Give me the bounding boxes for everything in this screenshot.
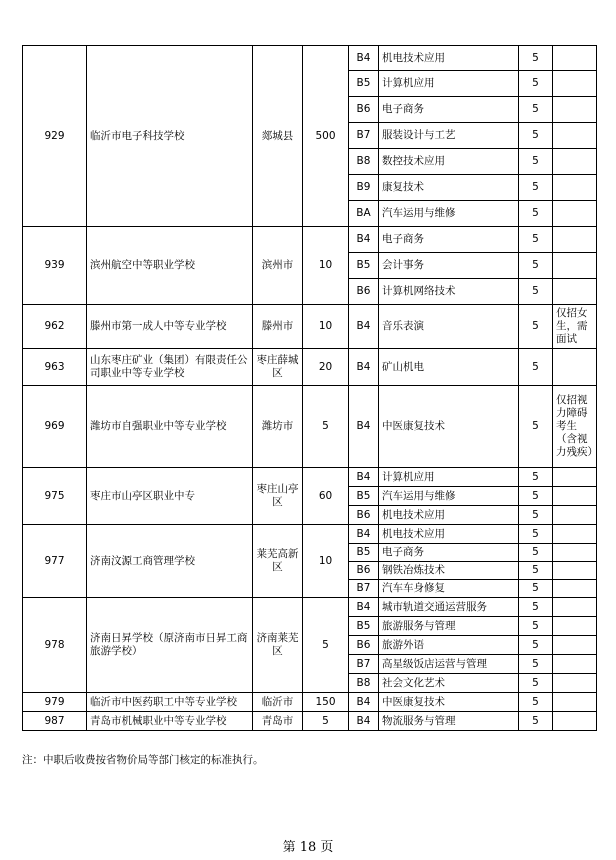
major-note-cell [553, 253, 597, 279]
major-name-cell: 计算机应用 [379, 71, 519, 97]
school-plan-cell: 5 [303, 598, 349, 693]
major-code-cell: B6 [349, 279, 379, 305]
school-location-cell: 滕州市 [253, 305, 303, 349]
school-location-cell: 枣庄山亭区 [253, 468, 303, 525]
major-note-cell: 仅招视力障碍考生（含视力残疾） [553, 386, 597, 468]
major-name-cell: 中医康复技术 [379, 693, 519, 712]
school-code-cell: 977 [23, 525, 87, 598]
major-years-cell: 5 [519, 71, 553, 97]
major-years-cell: 5 [519, 386, 553, 468]
school-plan-cell: 5 [303, 386, 349, 468]
major-years-cell: 5 [519, 305, 553, 349]
table-row [23, 525, 597, 544]
table-row [23, 712, 597, 731]
major-note-cell [553, 617, 597, 636]
school-code-cell: 979 [23, 693, 87, 712]
major-years-cell: 5 [519, 349, 553, 386]
major-code-cell: B4 [349, 468, 379, 487]
major-note-cell [553, 655, 597, 674]
major-code-cell: B4 [349, 227, 379, 253]
table-row [23, 349, 597, 386]
major-code-cell: B4 [349, 525, 379, 544]
major-note-cell [553, 175, 597, 201]
school-plan-cell: 20 [303, 349, 349, 386]
table-row [23, 227, 597, 253]
school-name-cell: 潍坊市自强职业中等专业学校 [87, 386, 253, 468]
school-name-cell: 临沂市中医药职工中等专业学校 [87, 693, 253, 712]
major-years-cell: 5 [519, 562, 553, 580]
major-years-cell: 5 [519, 636, 553, 655]
major-code-cell: B5 [349, 71, 379, 97]
school-location-cell: 青岛市 [253, 712, 303, 731]
major-note-cell [553, 487, 597, 506]
major-code-cell: B4 [349, 598, 379, 617]
major-note-cell [553, 712, 597, 731]
major-name-cell: 汽车车身修复 [379, 580, 519, 598]
school-location-cell: 滨州市 [253, 227, 303, 305]
major-code-cell: B7 [349, 123, 379, 149]
school-name-cell: 临沂市电子科技学校 [87, 46, 253, 227]
major-note-cell [553, 149, 597, 175]
major-note-cell [553, 580, 597, 598]
page-number: 第 18 页 [282, 840, 334, 855]
major-name-cell: 机电技术应用 [379, 46, 519, 71]
major-years-cell: 5 [519, 123, 553, 149]
school-location-cell: 郯城县 [253, 46, 303, 227]
major-code-cell: B7 [349, 580, 379, 598]
school-plan-cell: 10 [303, 525, 349, 598]
major-name-cell: 电子商务 [379, 97, 519, 123]
school-location-cell: 潍坊市 [253, 386, 303, 468]
school-plan-cell: 5 [303, 712, 349, 731]
school-plan-cell: 60 [303, 468, 349, 525]
school-name-cell: 济南日昇学校（原济南市日昇工商旅游学校） [87, 598, 253, 693]
major-code-cell: B4 [349, 305, 379, 349]
school-code-cell: 978 [23, 598, 87, 693]
major-code-cell: B4 [349, 46, 379, 71]
major-name-cell: 汽车运用与维修 [379, 201, 519, 227]
major-name-cell: 电子商务 [379, 544, 519, 562]
major-note-cell [553, 598, 597, 617]
major-years-cell: 5 [519, 149, 553, 175]
major-years-cell: 5 [519, 468, 553, 487]
major-code-cell: B7 [349, 655, 379, 674]
major-years-cell: 5 [519, 544, 553, 562]
school-code-cell: 987 [23, 712, 87, 731]
major-name-cell: 钢铁冶炼技术 [379, 562, 519, 580]
school-plan-cell: 150 [303, 693, 349, 712]
table-row [23, 693, 597, 712]
major-years-cell: 5 [519, 279, 553, 305]
school-name-cell: 济南汶源工商管理学校 [87, 525, 253, 598]
major-note-cell [553, 97, 597, 123]
major-name-cell: 中医康复技术 [379, 386, 519, 468]
major-code-cell: B6 [349, 97, 379, 123]
major-name-cell: 计算机应用 [379, 468, 519, 487]
major-code-cell: B5 [349, 544, 379, 562]
major-years-cell: 5 [519, 598, 553, 617]
school-name-cell: 滨州航空中等职业学校 [87, 227, 253, 305]
major-note-cell [553, 123, 597, 149]
major-note-cell [553, 201, 597, 227]
major-note-cell [553, 544, 597, 562]
major-note-cell [553, 46, 597, 71]
major-code-cell: B4 [349, 349, 379, 386]
school-location-cell: 临沂市 [253, 693, 303, 712]
table-row [23, 386, 597, 468]
major-years-cell: 5 [519, 580, 553, 598]
major-years-cell: 5 [519, 506, 553, 525]
school-plan-cell: 10 [303, 227, 349, 305]
major-name-cell: 机电技术应用 [379, 506, 519, 525]
major-note-cell [553, 227, 597, 253]
major-note-cell [553, 349, 597, 386]
table-row [23, 305, 597, 349]
major-code-cell: B8 [349, 674, 379, 693]
major-name-cell: 计算机网络技术 [379, 279, 519, 305]
school-code-cell: 975 [23, 468, 87, 525]
major-note-cell [553, 636, 597, 655]
school-location-cell: 莱芜高新区 [253, 525, 303, 598]
major-code-cell: B4 [349, 386, 379, 468]
school-code-cell: 963 [23, 349, 87, 386]
major-name-cell: 电子商务 [379, 227, 519, 253]
major-code-cell: B5 [349, 487, 379, 506]
major-note-cell [553, 506, 597, 525]
major-name-cell: 城市轨道交通运营服务 [379, 598, 519, 617]
major-note-cell [553, 279, 597, 305]
table-row [23, 468, 597, 487]
major-note-cell [553, 693, 597, 712]
major-name-cell: 音乐表演 [379, 305, 519, 349]
major-years-cell: 5 [519, 674, 553, 693]
major-years-cell: 5 [519, 617, 553, 636]
major-name-cell: 会计事务 [379, 253, 519, 279]
major-note-cell [553, 468, 597, 487]
major-years-cell: 5 [519, 487, 553, 506]
school-code-cell: 939 [23, 227, 87, 305]
major-note-cell: 仅招女生，需面试 [553, 305, 597, 349]
school-name-cell: 青岛市机械职业中等专业学校 [87, 712, 253, 731]
school-plan-cell: 10 [303, 305, 349, 349]
major-code-cell: B8 [349, 149, 379, 175]
major-code-cell: B6 [349, 636, 379, 655]
school-name-cell: 滕州市第一成人中等专业学校 [87, 305, 253, 349]
school-code-cell: 969 [23, 386, 87, 468]
school-location-cell: 济南莱芜区 [253, 598, 303, 693]
major-years-cell: 5 [519, 227, 553, 253]
major-name-cell: 矿山机电 [379, 349, 519, 386]
major-name-cell: 社会文化艺术 [379, 674, 519, 693]
major-name-cell: 机电技术应用 [379, 525, 519, 544]
major-code-cell: BA [349, 201, 379, 227]
major-name-cell: 服装设计与工艺 [379, 123, 519, 149]
major-code-cell: B4 [349, 693, 379, 712]
major-note-cell [553, 562, 597, 580]
major-code-cell: B9 [349, 175, 379, 201]
major-years-cell: 5 [519, 525, 553, 544]
enrollment-table [22, 45, 597, 731]
school-location-cell: 枣庄薛城区 [253, 349, 303, 386]
major-name-cell: 旅游服务与管理 [379, 617, 519, 636]
school-code-cell: 929 [23, 46, 87, 227]
major-name-cell: 高星级饭店运营与管理 [379, 655, 519, 674]
major-note-cell [553, 525, 597, 544]
school-plan-cell: 500 [303, 46, 349, 227]
major-years-cell: 5 [519, 97, 553, 123]
school-name-cell: 枣庄市山亭区职业中专 [87, 468, 253, 525]
major-years-cell: 5 [519, 712, 553, 731]
major-years-cell: 5 [519, 175, 553, 201]
table-row [23, 598, 597, 617]
table-row [23, 46, 597, 71]
major-code-cell: B5 [349, 253, 379, 279]
major-years-cell: 5 [519, 46, 553, 71]
major-name-cell: 数控技术应用 [379, 149, 519, 175]
major-name-cell: 康复技术 [379, 175, 519, 201]
major-note-cell [553, 71, 597, 97]
major-years-cell: 5 [519, 655, 553, 674]
footnote: 注：中职后收费按省物价局等部门核定的标准执行。 [22, 754, 264, 766]
major-name-cell: 旅游外语 [379, 636, 519, 655]
major-years-cell: 5 [519, 201, 553, 227]
major-code-cell: B5 [349, 617, 379, 636]
major-years-cell: 5 [519, 253, 553, 279]
major-code-cell: B6 [349, 562, 379, 580]
major-years-cell: 5 [519, 693, 553, 712]
table-body [23, 46, 597, 731]
major-name-cell: 物流服务与管理 [379, 712, 519, 731]
school-name-cell: 山东枣庄矿业（集团）有限责任公司职业中等专业学校 [87, 349, 253, 386]
major-code-cell: B6 [349, 506, 379, 525]
school-code-cell: 962 [23, 305, 87, 349]
major-name-cell: 汽车运用与维修 [379, 487, 519, 506]
major-code-cell: B4 [349, 712, 379, 731]
major-note-cell [553, 674, 597, 693]
